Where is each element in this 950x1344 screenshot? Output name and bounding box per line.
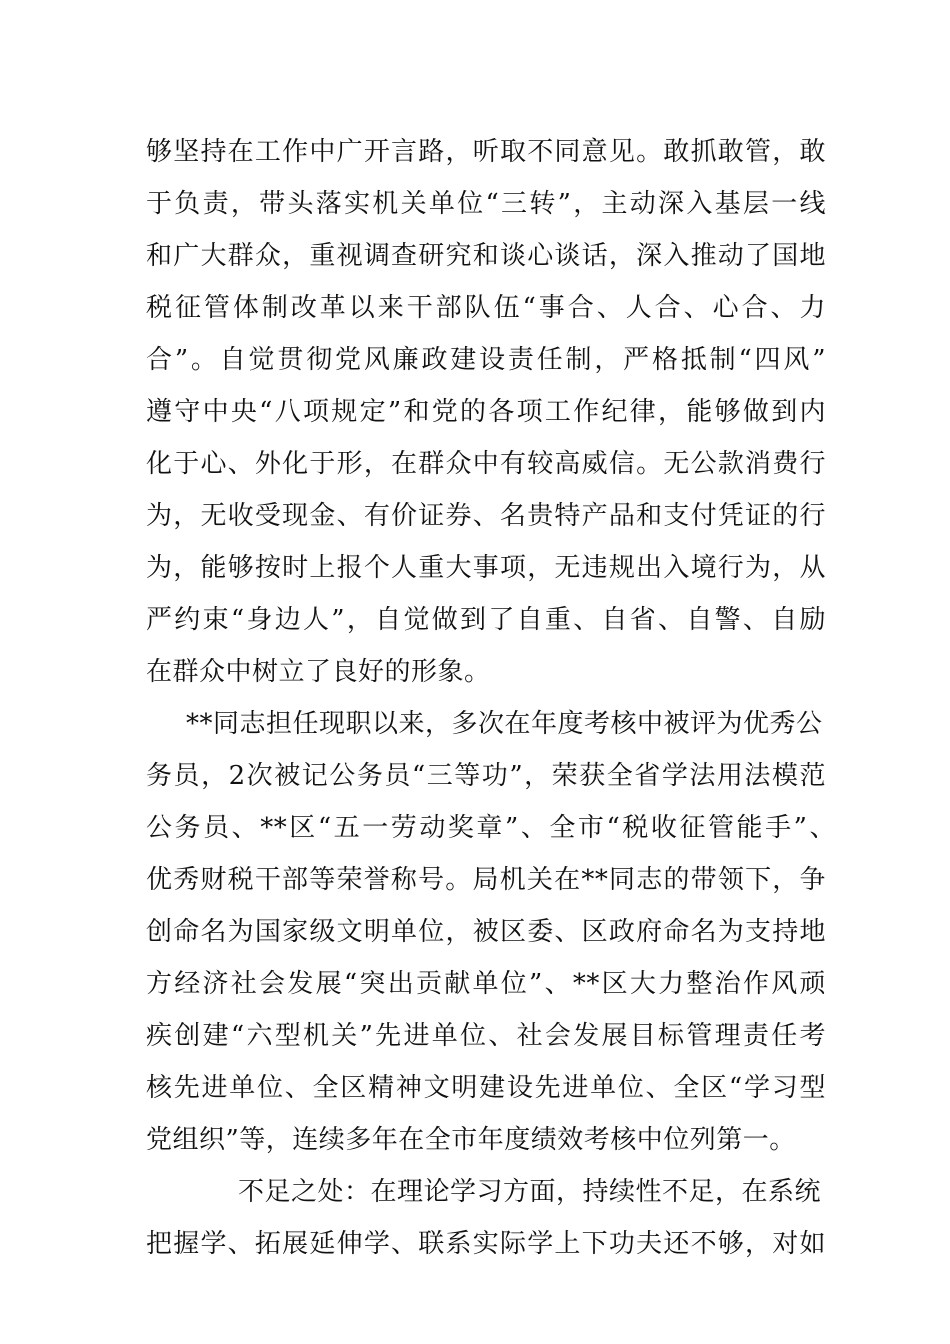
body-text-line: 务员，2次被记公务员“三等功”，荣获全省学法用法模范: [146, 761, 826, 791]
body-text-line: 把握学、拓展延伸学、联系实际学上下功夫还不够，对如: [146, 1229, 826, 1259]
body-text-line: 为，无收受现金、有价证券、名贵特产品和支付凭证的行: [146, 501, 826, 531]
body-text-line: 创命名为国家级文明单位，被区委、区政府命名为支持地: [146, 917, 826, 947]
body-text-line: 遵守中央“八项规定”和党的各项工作纪律，能够做到内: [146, 397, 826, 427]
paragraph-end-line: 在群众中树立了良好的形象。: [146, 657, 491, 687]
body-text-line: 税征管体制改革以来干部队伍“事合、人合、心合、力: [146, 293, 826, 323]
paragraph-first-line: **同志担任现职以来，多次在年度考核中被评为优秀公: [186, 709, 823, 739]
body-text-line: 核先进单位、全区精神文明建设先进单位、全区“学习型: [146, 1073, 826, 1103]
body-text-line: 合”。自觉贯彻党风廉政建设责任制，严格抵制“四风”: [146, 345, 826, 375]
body-text-line: 为，能够按时上报个人重大事项，无违规出入境行为，从: [146, 553, 826, 583]
body-text-line: 和广大群众，重视调查研究和谈心谈话，深入推动了国地: [146, 241, 826, 271]
body-text-line: 于负责，带头落实机关单位“三转”，主动深入基层一线: [146, 189, 826, 219]
body-text-line: 化于心、外化于形，在群众中有较高威信。无公款消费行: [146, 449, 826, 479]
body-text-line: 严约束“身边人”，自觉做到了自重、自省、自警、自励: [146, 605, 826, 635]
paragraph-end-line: 党组织”等，连续多年在全市年度绩效考核中位列第一。: [146, 1125, 796, 1155]
paragraph-first-line: 不足之处：在理论学习方面，持续性不足，在系统: [238, 1177, 822, 1207]
body-text-line: 够坚持在工作中广开言路，听取不同意见。敢抓敢管，敢: [146, 137, 826, 167]
body-text-line: 方经济社会发展“突出贡献单位”、**区大力整治作风顽: [146, 969, 826, 999]
body-text-line: 疾创建“六型机关”先进单位、社会发展目标管理责任考: [146, 1021, 826, 1051]
body-text-line: 公务员、**区“五一劳动奖章”、全市“税收征管能手”、: [146, 813, 836, 843]
body-text-line: 优秀财税干部等荣誉称号。局机关在**同志的带领下，争: [146, 865, 826, 895]
